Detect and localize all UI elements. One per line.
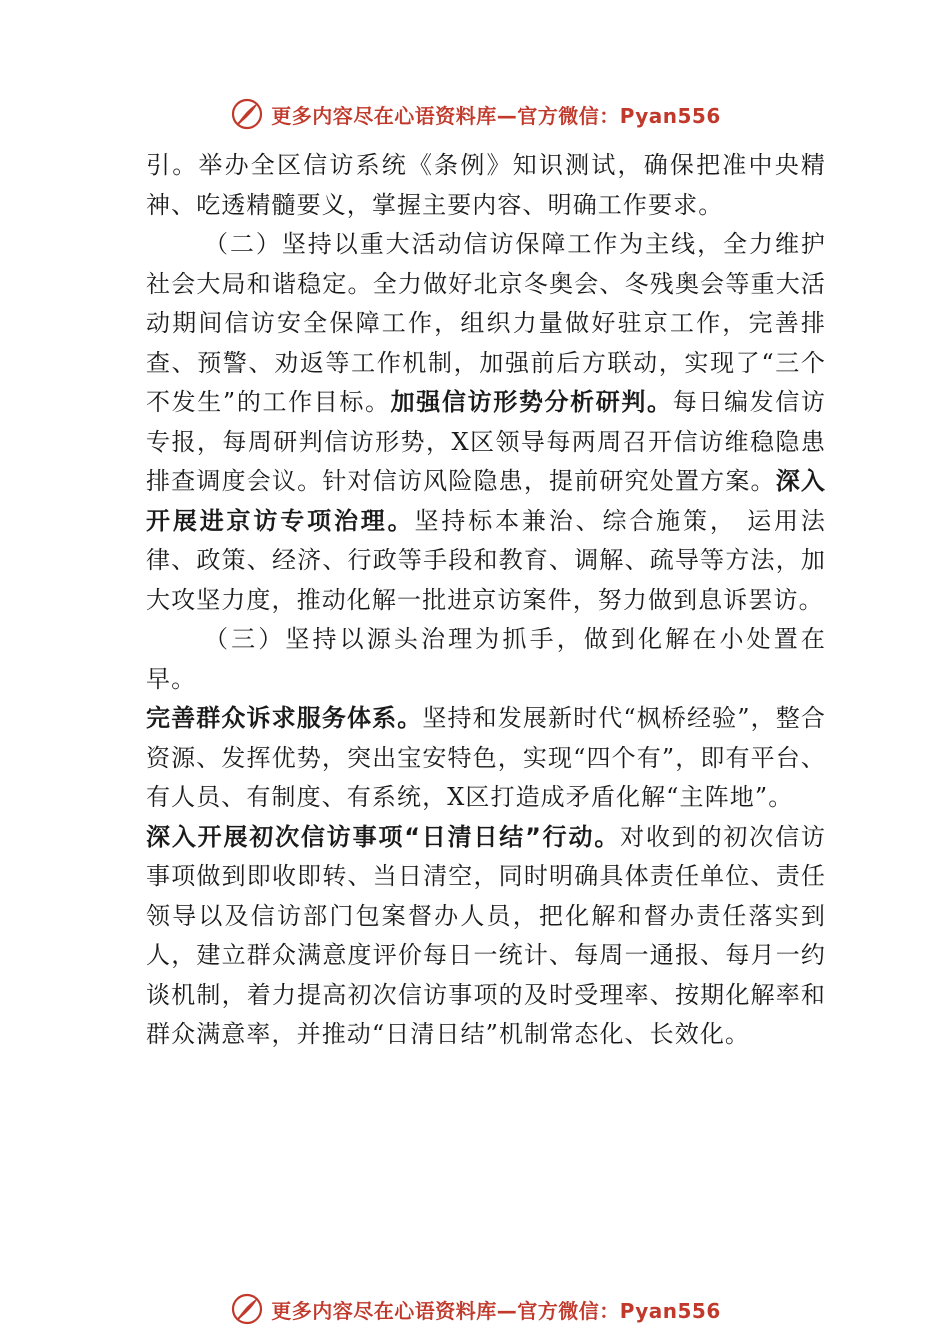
feather-brush-icon [229, 1291, 265, 1327]
body-text: 每日编发信访专报，每周研判信访形势，X区领导每两周召开信访维稳隐患排查调度会议。针对信访风险隐患，提前研究处置方案。 [146, 388, 826, 495]
body-text: 坚持标本兼治、综合施策， 运用法律、政策、经济、行政等手段和教育、调解、疏导等方法，加大攻坚力度，推动化解一批进京访案件，努力做到息诉罢访。 [146, 506, 827, 614]
body-text: （三）坚持以源头治理为抓手，做到化解在小处置在早。 [146, 625, 826, 693]
banner-text: 更多内容尽在心语资料库—官方微信：Pyan556 [271, 103, 721, 128]
body-text: 对收到的初次信访事项做到即收即转、当日清空，同时明确具体责任单位、责任领导以及信访部门包案督办人员，把化解和督办责任落实到人，建立群众满意度评价每日一统计、每周一通报、每月一约谈机制，着力提高初次信访事项的及时受理率、按期化解率和群众满意率，并推动“日清日结”机制常态化、长效化。 [146, 822, 826, 1048]
paragraph [146, 699, 826, 818]
document-body [146, 146, 826, 1055]
paragraph [146, 225, 826, 620]
bold-heading-text: 完善群众诉求服务体系。 [146, 704, 423, 732]
bold-heading-text: 加强信访形势分析研判。 [390, 388, 673, 416]
body-text: （二）坚持以重大活动信访保障工作为主线，全力维护社会大局和谐稳定。全力做好北京冬奥会、冬残奥会等重大活动期间信访安全保障工作，组织力量做好驻京工作，完善排查、预警、劝返等工作机制，加强前后方联动，实现了“三个不发生”的工作目标。 [146, 230, 826, 416]
feather-brush-icon [229, 96, 265, 132]
paragraph [146, 620, 826, 699]
footer-banner [0, 1287, 950, 1331]
bold-heading-text: 深入开展初次信访事项“日清日结”行动。 [146, 822, 621, 851]
paragraph [146, 818, 826, 1055]
paragraph [146, 146, 826, 225]
bold-heading-text: 深入开展进京访专项治理。 [146, 467, 827, 535]
header-banner [0, 92, 950, 136]
banner-text: 更多内容尽在心语资料库—官方微信：Pyan556 [271, 1298, 721, 1323]
body-text: 坚持和发展新时代“枫桥经验”，整合资源、发挥优势，突出宝安特色，实现“四个有”，即有平台、有人员、有制度、有系统，X区打造成矛盾化解“主阵地”。 [146, 704, 826, 811]
body-text: 引。举办全区信访系统《条例》知识测试，确保把准中央精神、吃透精髓要义，掌握主要内容、明确工作要求。 [146, 151, 826, 219]
